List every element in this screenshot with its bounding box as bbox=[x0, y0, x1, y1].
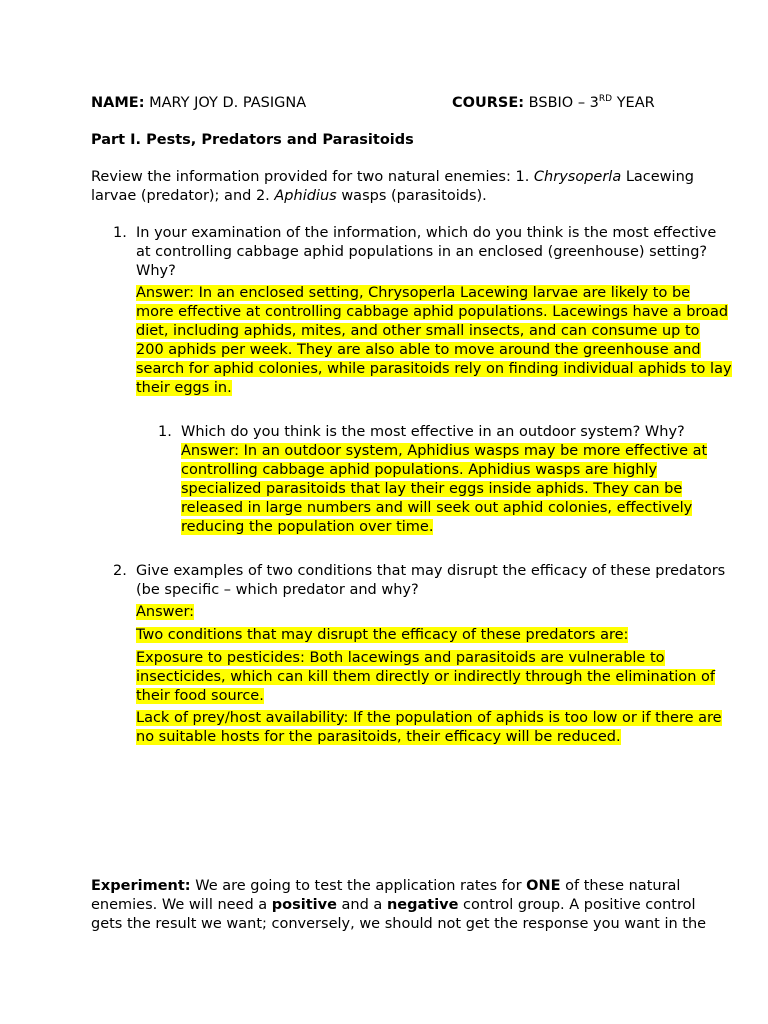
name-label: NAME: bbox=[91, 95, 145, 111]
course-superscript: RD bbox=[598, 94, 613, 104]
answer-1-line: diet, including aphids, mites, and other small insects, and can consume up to bbox=[136, 323, 700, 339]
question-2-line: Give examples of two conditions that may disrupt the efficacy of these predators bbox=[136, 563, 726, 579]
question-2-number: 2. bbox=[113, 563, 127, 579]
question-2-line: (be specific – which predator and why? bbox=[136, 582, 419, 598]
question-1-number: 1. bbox=[113, 225, 127, 241]
course-line bbox=[452, 94, 655, 113]
answer-2-label: Answer: bbox=[136, 604, 195, 620]
name-value: MARY JOY D. PASIGNA bbox=[149, 95, 307, 111]
name-line bbox=[91, 94, 306, 113]
answer-1-line: Answer: In an enclosed setting, Chrysoperla Lacewing larvae are likely to be bbox=[136, 285, 691, 301]
question-1-line: In your examination of the information, which do you think is the most effective bbox=[136, 225, 717, 241]
answer-1-line: 200 aphids per week. They are also able to move around the greenhouse and bbox=[136, 342, 701, 358]
subanswer-line: controlling cabbage aphid populations. Aphidius wasps are highly bbox=[181, 462, 658, 478]
answer-2-intro: Two conditions that may disrupt the efficacy of these predators are: bbox=[136, 627, 629, 643]
part-title: Part I. Pests, Predators and Parasitoids bbox=[91, 132, 414, 148]
subanswer-line: released in large numbers and will seek out aphid colonies, effectively bbox=[181, 500, 693, 516]
answer-1-line: more effective at controlling cabbage aphid populations. Lacewings have a broad bbox=[136, 304, 729, 320]
subquestion-text: Which do you think is the most effective in an outdoor system? Why? bbox=[181, 424, 685, 440]
subanswer-line: Answer: In an outdoor system, Aphidius wasps may be more effective at bbox=[181, 443, 708, 459]
condition-1-line: insecticides, which can kill them directly or indirectly through the elimination of bbox=[136, 669, 715, 685]
condition-2-line: Lack of prey/host availability: If the population of aphids is too low or if there are bbox=[136, 710, 722, 726]
question-1-line: at controlling cabbage aphid populations in an enclosed (greenhouse) setting? bbox=[136, 244, 708, 260]
genus-chrysoperla: Chrysoperla bbox=[533, 169, 622, 185]
condition-2-line: no suitable hosts for the parasitoids, their efficacy will be reduced. bbox=[136, 729, 621, 745]
experiment-line-3: gets the result we want; conversely, we should not get the response you want in the bbox=[91, 916, 707, 932]
course-year: YEAR bbox=[612, 95, 655, 111]
course-value: BSBIO – 3 bbox=[528, 95, 599, 111]
course-label: COURSE: bbox=[452, 95, 525, 111]
question-1-line: Why? bbox=[136, 263, 176, 279]
subquestion-number: 1. bbox=[158, 424, 172, 440]
experiment-label: Experiment: bbox=[91, 878, 191, 894]
subanswer-line: specialized parasitoids that lay their eggs inside aphids. They can be bbox=[181, 481, 683, 497]
experiment-line-2: enemies. We will need a positive and a negative control group. A positive control bbox=[91, 897, 696, 913]
intro-line-2: larvae (predator); and 2. Aphidius wasps (parasitoids). bbox=[91, 188, 487, 204]
answer-1-line: search for aphid colonies, while parasitoids rely on finding individual aphids to lay bbox=[136, 361, 732, 377]
experiment-line-1: Experiment: We are going to test the application rates for ONE of these natural bbox=[91, 878, 681, 894]
condition-1-line: Exposure to pesticides: Both lacewings and parasitoids are vulnerable to bbox=[136, 650, 665, 666]
answer-1-line: their eggs in. bbox=[136, 380, 232, 396]
condition-1-line: their food source. bbox=[136, 688, 264, 704]
subanswer-line: reducing the population over time. bbox=[181, 519, 434, 535]
intro-line-1: Review the information provided for two natural enemies: 1. Chrysoperla Lacewing bbox=[91, 169, 694, 185]
genus-aphidius: Aphidius bbox=[274, 188, 337, 204]
